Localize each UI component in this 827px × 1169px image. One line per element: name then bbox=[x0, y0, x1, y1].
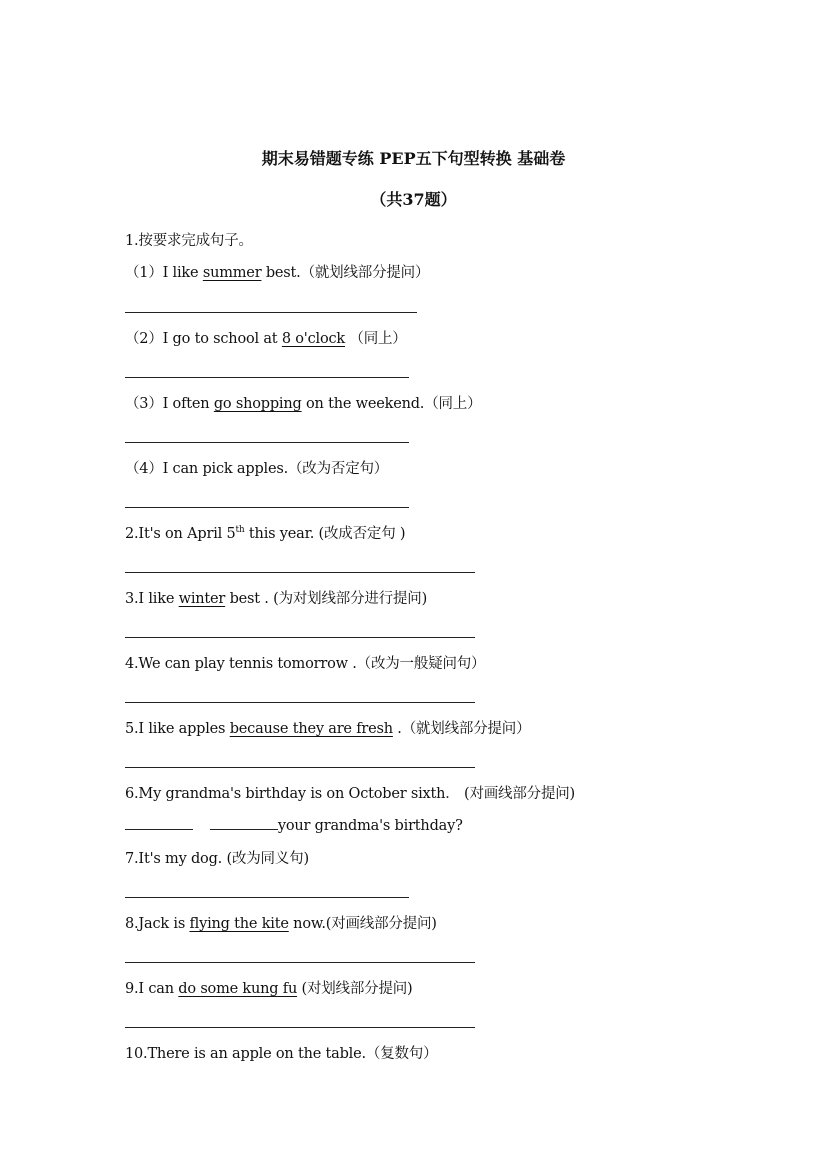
underlined-text: do some kung fu bbox=[178, 981, 298, 997]
question-text: （3）I often bbox=[125, 396, 214, 412]
underlined-text: 8 o'clock bbox=[281, 331, 345, 347]
answer-blank[interactable] bbox=[210, 815, 278, 830]
question-text: 2.It's on April 5 bbox=[125, 526, 236, 542]
question-8 bbox=[125, 912, 437, 933]
question-9 bbox=[125, 977, 413, 998]
question-3 bbox=[125, 587, 427, 608]
question-text: your grandma's birthday? bbox=[277, 818, 463, 834]
question-text: （同上） bbox=[345, 331, 407, 347]
answer-line[interactable] bbox=[125, 572, 475, 573]
answer-line[interactable] bbox=[125, 442, 409, 443]
question-text: best.（就划线部分提问） bbox=[261, 265, 430, 281]
answer-line[interactable] bbox=[125, 637, 475, 638]
superscript: th bbox=[235, 525, 245, 536]
question-text: 3.I like bbox=[125, 591, 179, 607]
question-text: .（就划线部分提问） bbox=[392, 721, 531, 737]
question-6-answer bbox=[125, 815, 463, 834]
question-1-sub-2 bbox=[125, 327, 407, 348]
question-text: best . (为对划线部分进行提问) bbox=[225, 591, 428, 607]
answer-line[interactable] bbox=[125, 507, 409, 508]
underlined-text: go shopping bbox=[213, 396, 302, 412]
question-text: on the weekend.（同上） bbox=[301, 396, 482, 412]
question-6: 6.My grandma's birthday is on October sixth． (对画线部分提问) bbox=[125, 786, 576, 802]
underlined-text: winter bbox=[178, 591, 226, 607]
question-text: 5.I like apples bbox=[125, 721, 230, 737]
question-10: 10.There is an apple on the table.（复数句） bbox=[125, 1046, 438, 1062]
answer-line[interactable] bbox=[125, 702, 475, 703]
answer-line[interactable] bbox=[125, 377, 409, 378]
question-5 bbox=[125, 717, 530, 738]
question-1-header: 1.按要求完成句子。 bbox=[125, 233, 253, 249]
page-subtitle: （共37题） bbox=[370, 190, 457, 209]
answer-blank[interactable] bbox=[125, 815, 193, 830]
question-1-sub-1 bbox=[125, 261, 429, 282]
question-text: 8.Jack is bbox=[125, 916, 190, 932]
answer-line[interactable] bbox=[125, 962, 475, 963]
question-text: this year. (改成否定句 ) bbox=[244, 526, 406, 542]
question-1-sub-4: （4）I can pick apples.（改为否定句） bbox=[125, 461, 389, 477]
question-7: 7.It's my dog. (改为同义句) bbox=[125, 851, 309, 867]
underlined-text: flying the kite bbox=[189, 916, 289, 932]
question-1-sub-3 bbox=[125, 392, 481, 413]
page-title: 期末易错题专练 PEP五下句型转换 基础卷 bbox=[261, 149, 566, 168]
question-text: 9.I can bbox=[125, 981, 179, 997]
answer-line[interactable] bbox=[125, 312, 417, 313]
question-2 bbox=[125, 522, 405, 543]
answer-line[interactable] bbox=[125, 767, 475, 768]
answer-line[interactable] bbox=[125, 897, 409, 898]
underlined-text: because they are fresh bbox=[229, 721, 393, 737]
question-text: （1）I like bbox=[125, 265, 203, 281]
question-text: （2）I go to school at bbox=[125, 331, 282, 347]
answer-line[interactable] bbox=[125, 1027, 475, 1028]
question-4: 4.We can play tennis tomorrow .（改为一般疑问句） bbox=[125, 656, 486, 672]
question-text: (对划线部分提问) bbox=[297, 981, 413, 997]
question-text: now.(对画线部分提问) bbox=[288, 916, 437, 932]
underlined-text: summer bbox=[202, 265, 262, 281]
